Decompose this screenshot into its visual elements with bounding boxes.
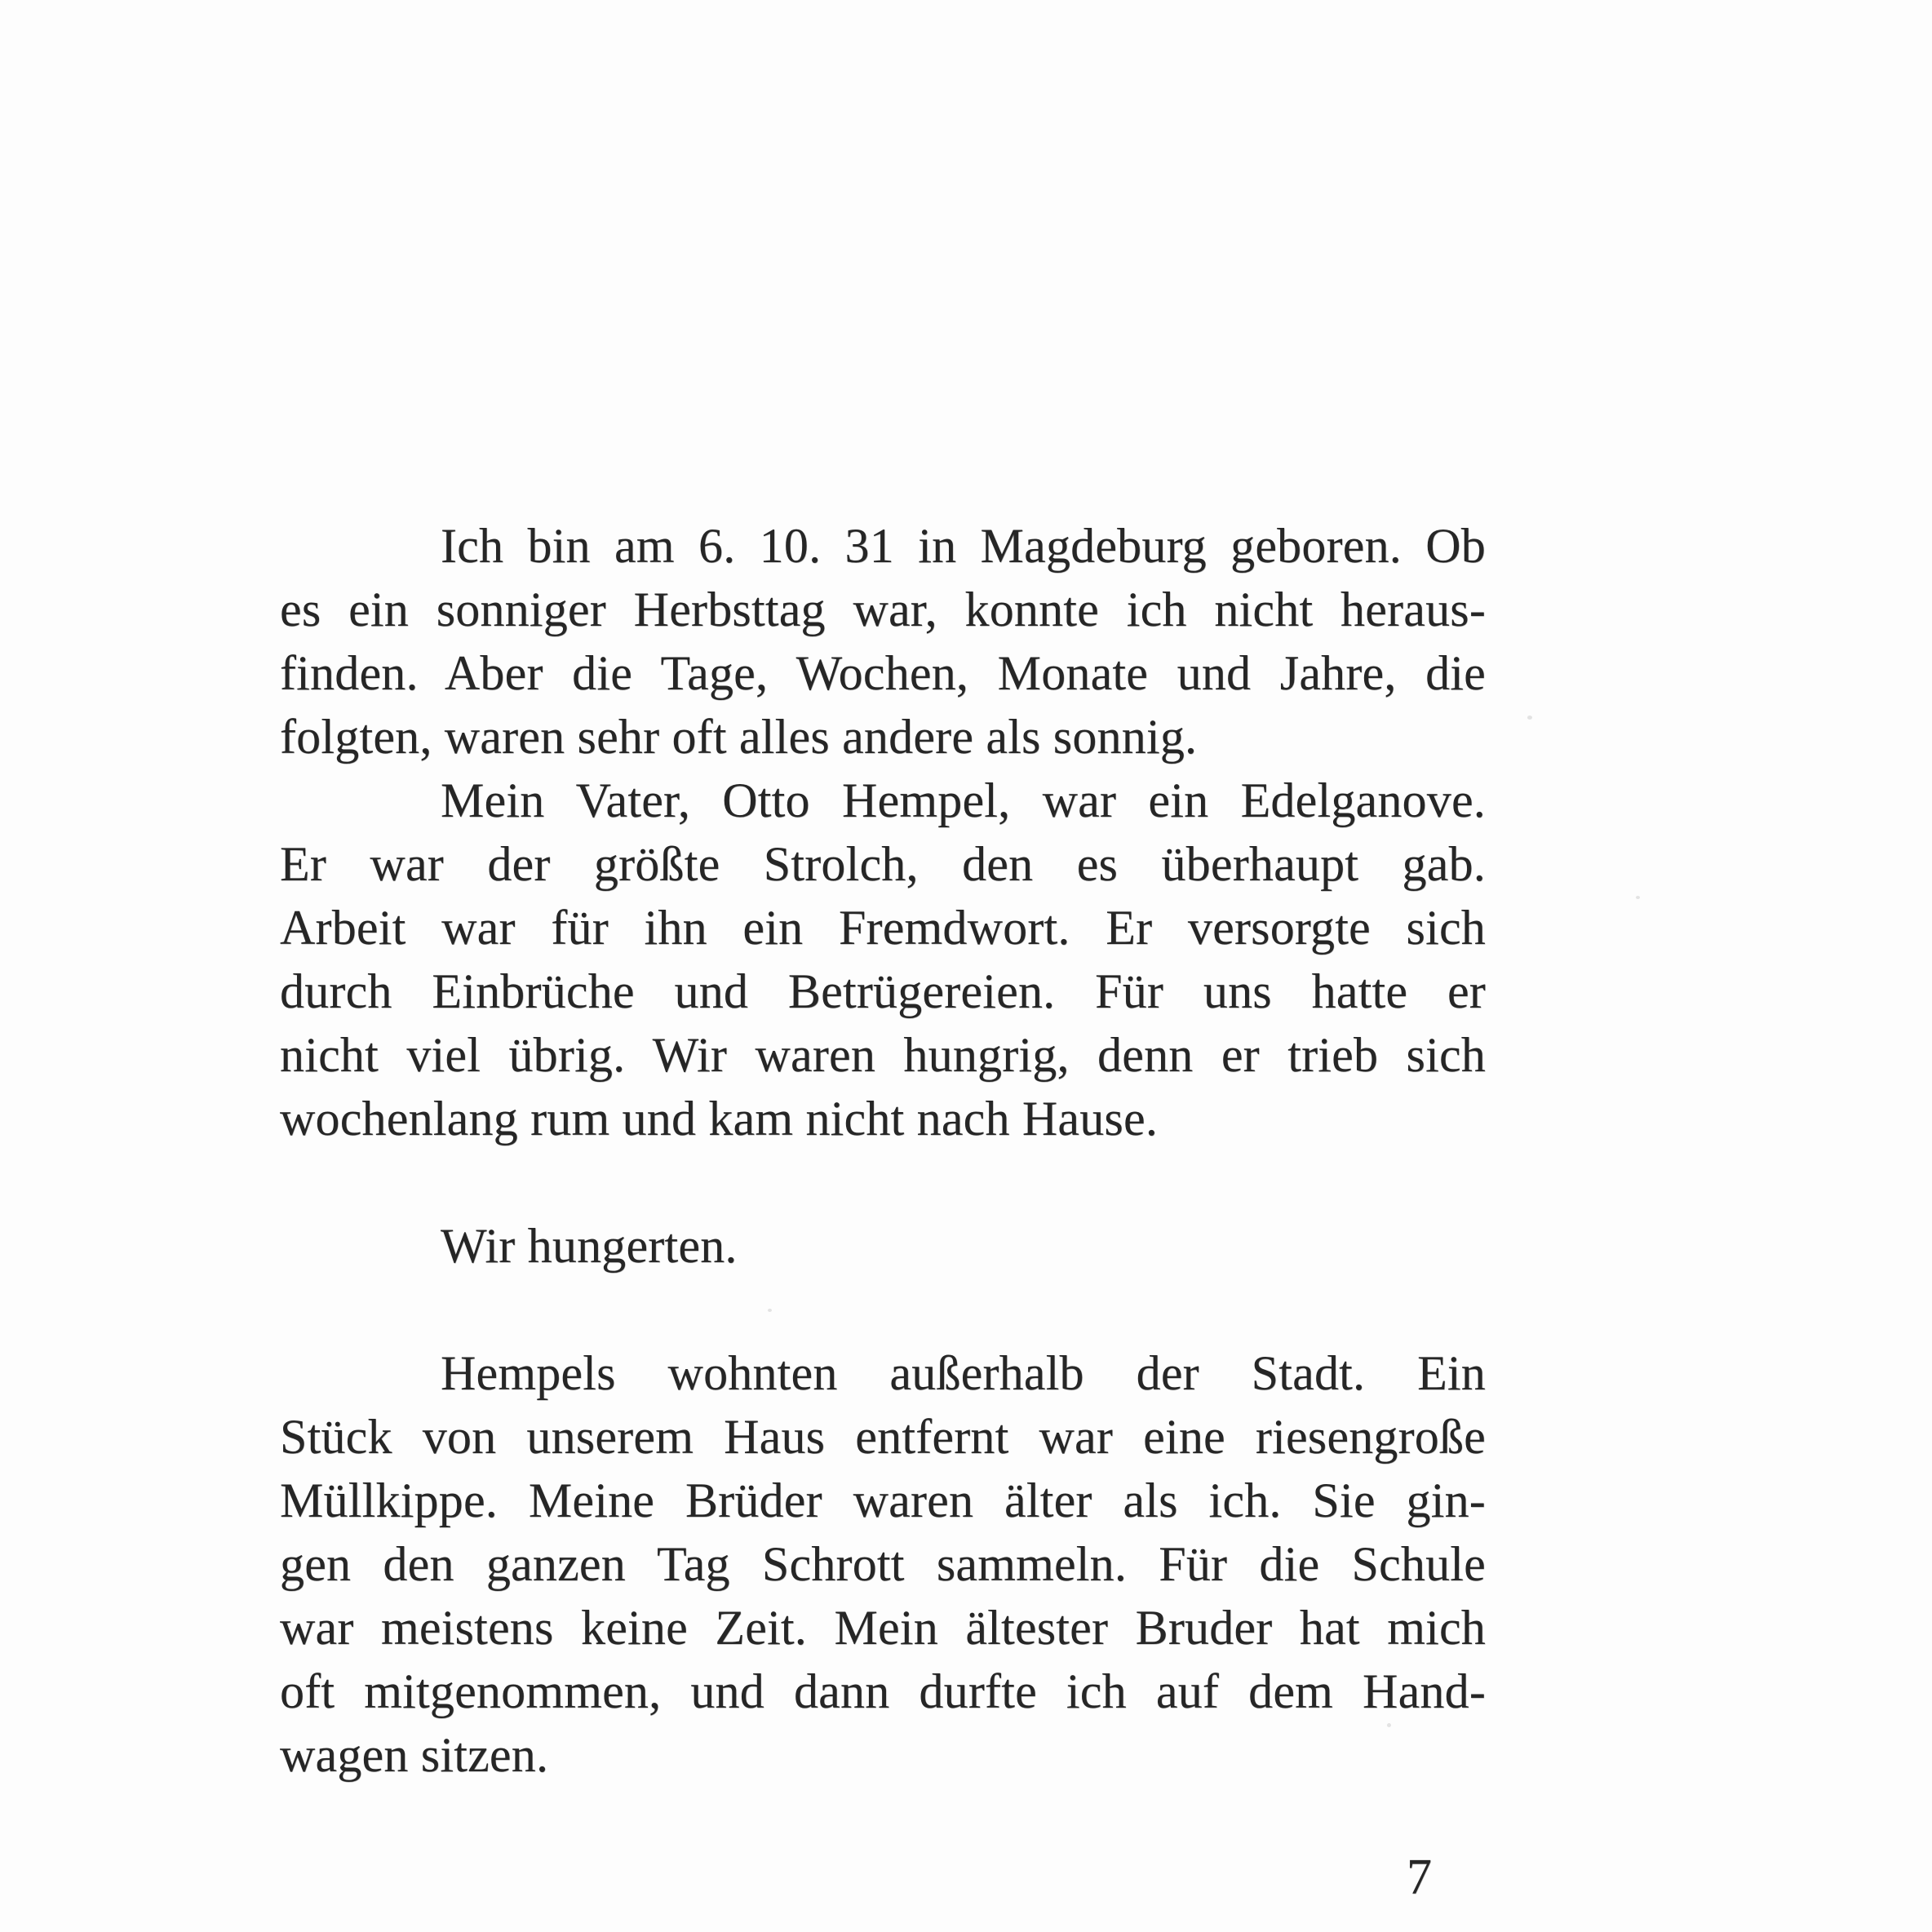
text-line: wagen sitzen. — [280, 1728, 549, 1782]
text-line: durch Einbrüche und Betrügereien. Für uns hatte er — [280, 964, 1486, 1018]
text-line: Mein Vater, Otto Hempel, war ein Edelganove. — [441, 773, 1486, 827]
scan-speck — [1636, 896, 1640, 899]
text-line: finden. Aber die Tage, Wochen, Monate und Jahre, die — [280, 646, 1486, 700]
text-line: Er war der größte Strolch, den es überhaupt gab. — [280, 837, 1486, 891]
paragraph-father — [280, 769, 1486, 1150]
paragraph-spacer — [280, 1278, 1486, 1341]
page-number: 7 — [1407, 1850, 1432, 1905]
text-line: Arbeit war für ihn ein Fremdwort. Er versorgte sich — [280, 901, 1486, 955]
text-line: oft mitgenommen, und dann durfte ich auf dem Hand- — [280, 1664, 1486, 1718]
text-line: Ich bin am 6. 10. 31 in Magdeburg geboren. Ob — [441, 519, 1486, 573]
paragraph-hunger — [280, 1214, 1486, 1278]
text-line: gen den ganzen Tag Schrott sammeln. Für die Schule — [280, 1537, 1486, 1591]
text-line: folgten, waren sehr oft alles andere als sonnig. — [280, 710, 1198, 764]
text-line: Hempels wohnten außerhalb der Stadt. Ein — [441, 1346, 1486, 1400]
scan-speck — [1387, 1723, 1391, 1727]
scan-speck — [768, 1309, 772, 1312]
text-line: Müllkippe. Meine Brüder waren älter als ich. Sie gin- — [280, 1473, 1486, 1527]
paragraph-home — [280, 1341, 1486, 1787]
scan-speck — [1527, 716, 1532, 720]
text-line: war meistens keine Zeit. Mein ältester Bruder hat mich — [280, 1601, 1486, 1655]
text-line: nicht viel übrig. Wir waren hungrig, denn er trieb sich — [280, 1028, 1486, 1082]
paragraph-spacer — [280, 1150, 1486, 1214]
text-block — [280, 514, 1486, 1787]
text-line: wochenlang rum und kam nicht nach Hause. — [280, 1092, 1159, 1145]
text-line: Wir hungerten. — [441, 1219, 738, 1273]
text-line: Stück von unserem Haus entfernt war eine riesengroße — [280, 1410, 1486, 1464]
text-line: es ein sonniger Herbsttag war, konnte ich nicht heraus- — [280, 583, 1486, 636]
paragraph-birth — [280, 514, 1486, 769]
